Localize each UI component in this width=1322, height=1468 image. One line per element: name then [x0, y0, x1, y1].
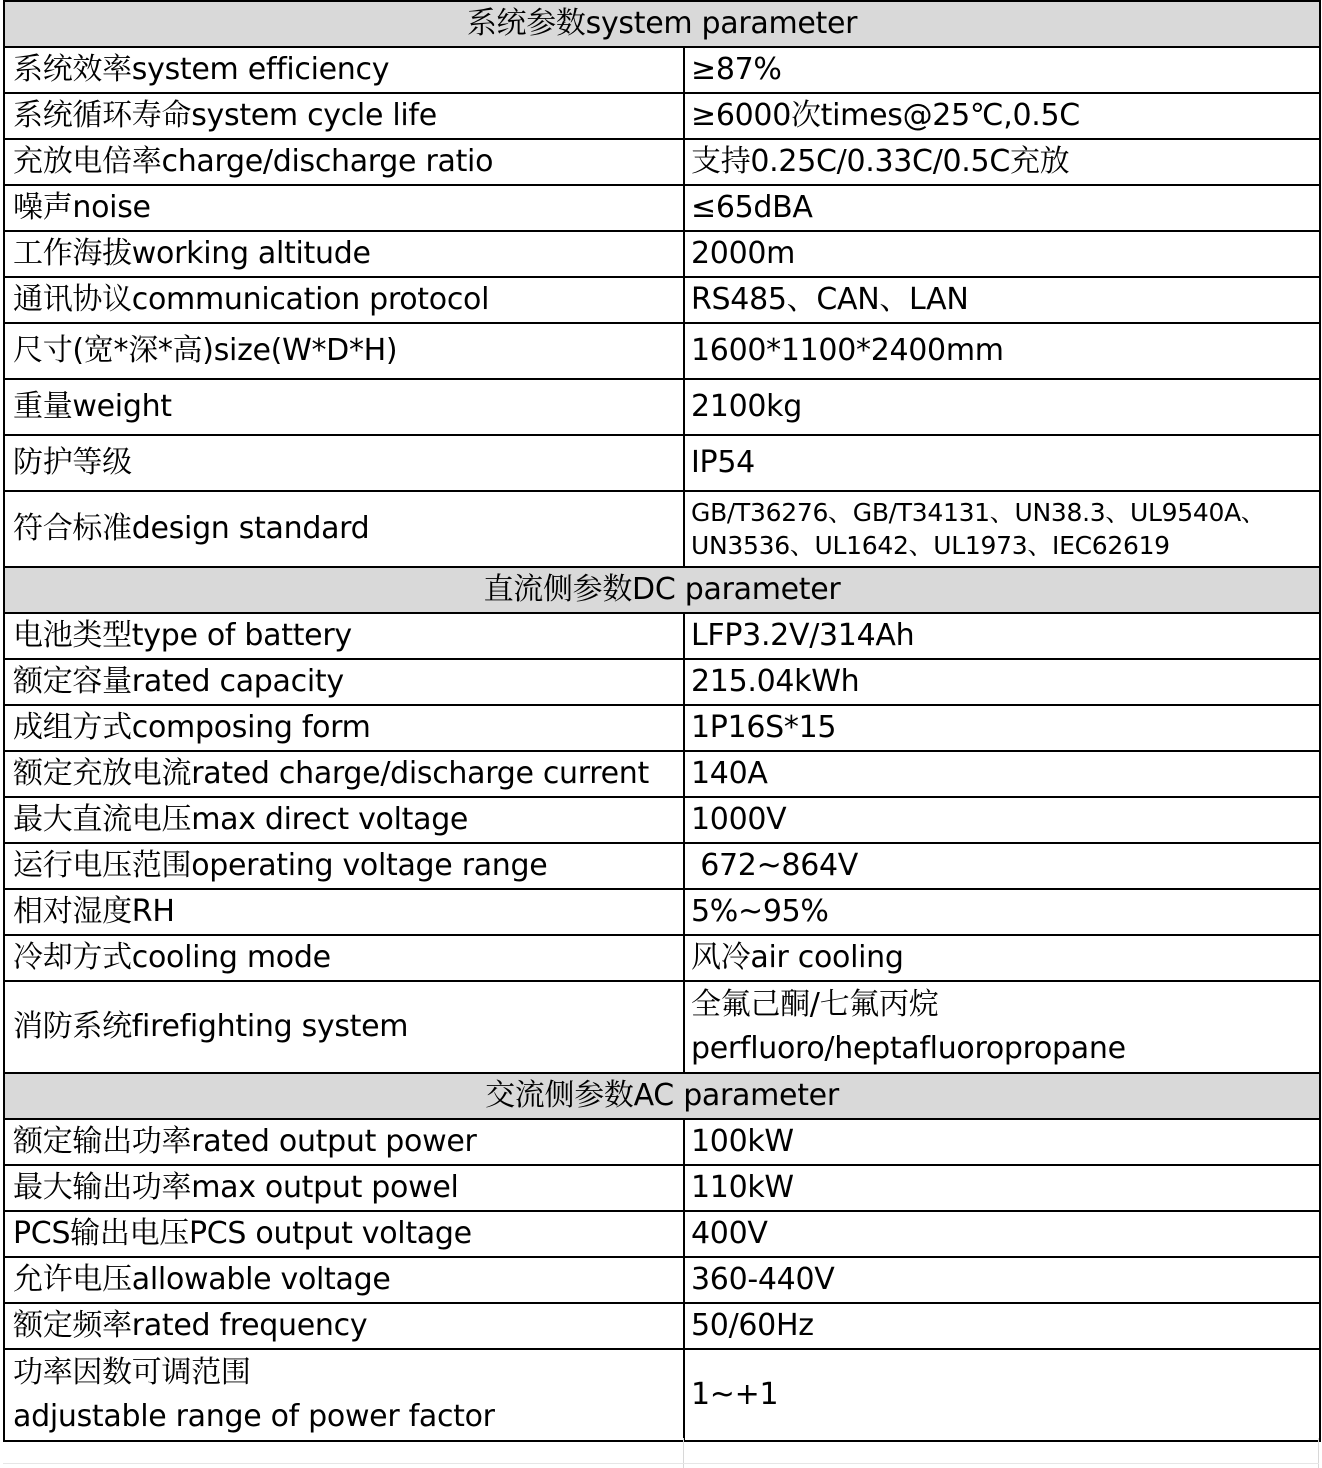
- table-row: [4, 231, 1320, 277]
- param-label: 消防系统firefighting system: [4, 981, 684, 1073]
- param-label: 额定充放电流rated charge/discharge current: [4, 751, 684, 797]
- param-label: 运行电压范围operating voltage range: [4, 843, 684, 889]
- table-row: [4, 797, 1320, 843]
- param-value: 400V: [684, 1211, 1320, 1257]
- section-header-system: [4, 1, 1320, 47]
- param-value: [684, 981, 1320, 1073]
- section-header-ac: [4, 1073, 1320, 1119]
- param-value: 1P16S*15: [684, 705, 1320, 751]
- value-line: perfluoro/heptafluoropropane: [691, 1031, 1126, 1066]
- value-line: UN3536、UL1642、UL1973、IEC62619: [691, 531, 1170, 560]
- param-label: 允许电压allowable voltage: [4, 1257, 684, 1303]
- param-value: 50/60Hz: [684, 1303, 1320, 1349]
- param-label: 最大输出功率max output powel: [4, 1165, 684, 1211]
- param-value: RS485、CAN、LAN: [684, 277, 1320, 323]
- param-value: 5%~95%: [684, 889, 1320, 935]
- param-value: ≤65dBA: [684, 185, 1320, 231]
- table-row: [4, 435, 1320, 491]
- param-label: 相对湿度RH: [4, 889, 684, 935]
- param-value: 2000m: [684, 231, 1320, 277]
- table-row: [4, 93, 1320, 139]
- param-label: 系统效率system efficiency: [4, 47, 684, 93]
- table-row: [4, 491, 1320, 567]
- param-value: ≥6000次times@25℃,0.5C: [684, 93, 1320, 139]
- table-row: [4, 323, 1320, 379]
- table-row: [4, 935, 1320, 981]
- param-label: 尺寸(宽*深*高)size(W*D*H): [4, 323, 684, 379]
- table-row: [4, 889, 1320, 935]
- param-value: 2100kg: [684, 379, 1320, 435]
- section-title: 交流侧参数AC parameter: [4, 1073, 1320, 1119]
- label-line: 功率因数可调范围: [13, 1355, 251, 1390]
- label-line: adjustable range of power factor: [13, 1399, 495, 1434]
- spreadsheet-gridlines: [3, 1438, 1319, 1468]
- param-label: [4, 1349, 684, 1441]
- param-label: PCS输出电压PCS output voltage: [4, 1211, 684, 1257]
- table-row: [4, 843, 1320, 889]
- gridline: [3, 1463, 1319, 1464]
- table-row: [4, 613, 1320, 659]
- param-value: ≥87%: [684, 47, 1320, 93]
- param-label: 充放电倍率charge/discharge ratio: [4, 139, 684, 185]
- param-label: 冷却方式cooling mode: [4, 935, 684, 981]
- param-label: 额定频率rated frequency: [4, 1303, 684, 1349]
- param-value: [684, 491, 1320, 567]
- param-label: 系统循环寿命system cycle life: [4, 93, 684, 139]
- table-row: [4, 1211, 1320, 1257]
- table-row: [4, 139, 1320, 185]
- table-row: [4, 277, 1320, 323]
- value-line: 全氟己酮/七氟丙烷: [691, 987, 939, 1022]
- table-row: [4, 1257, 1320, 1303]
- param-label: 最大直流电压max direct voltage: [4, 797, 684, 843]
- param-value: 672~864V: [684, 843, 1320, 889]
- section-title: 直流侧参数DC parameter: [4, 567, 1320, 613]
- section-header-dc: [4, 567, 1320, 613]
- param-label: 符合标准design standard: [4, 491, 684, 567]
- param-label: 额定容量rated capacity: [4, 659, 684, 705]
- table-row: [4, 705, 1320, 751]
- table-row: [4, 185, 1320, 231]
- param-value: 1600*1100*2400mm: [684, 323, 1320, 379]
- table-row: [4, 379, 1320, 435]
- param-value: 100kW: [684, 1119, 1320, 1165]
- table-row: [4, 1303, 1320, 1349]
- table-row: [4, 751, 1320, 797]
- table-row: [4, 981, 1320, 1073]
- param-label: 通讯协议communication protocol: [4, 277, 684, 323]
- param-value: 215.04kWh: [684, 659, 1320, 705]
- param-value: IP54: [684, 435, 1320, 491]
- param-value: 110kW: [684, 1165, 1320, 1211]
- table-row: [4, 1349, 1320, 1441]
- param-label: 工作海拔working altitude: [4, 231, 684, 277]
- param-value: 风冷air cooling: [684, 935, 1320, 981]
- param-value: 支持0.25C/0.33C/0.5C充放: [684, 139, 1320, 185]
- param-label: 成组方式composing form: [4, 705, 684, 751]
- param-value: 360-440V: [684, 1257, 1320, 1303]
- table-row: [4, 1119, 1320, 1165]
- param-value: 140A: [684, 751, 1320, 797]
- param-label: 电池类型type of battery: [4, 613, 684, 659]
- param-value: LFP3.2V/314Ah: [684, 613, 1320, 659]
- table-row: [4, 47, 1320, 93]
- param-value: 1~+1: [684, 1349, 1320, 1441]
- value-line: GB/T36276、GB/T34131、UN38.3、UL9540A、: [691, 498, 1266, 527]
- param-label: 额定输出功率rated output power: [4, 1119, 684, 1165]
- param-label: 重量weight: [4, 379, 684, 435]
- table-row: [4, 659, 1320, 705]
- table-row: [4, 1165, 1320, 1211]
- section-title: 系统参数system parameter: [4, 1, 1320, 47]
- param-value: 1000V: [684, 797, 1320, 843]
- spec-table: [3, 0, 1321, 1442]
- param-label: 防护等级: [4, 435, 684, 491]
- param-label: 噪声noise: [4, 185, 684, 231]
